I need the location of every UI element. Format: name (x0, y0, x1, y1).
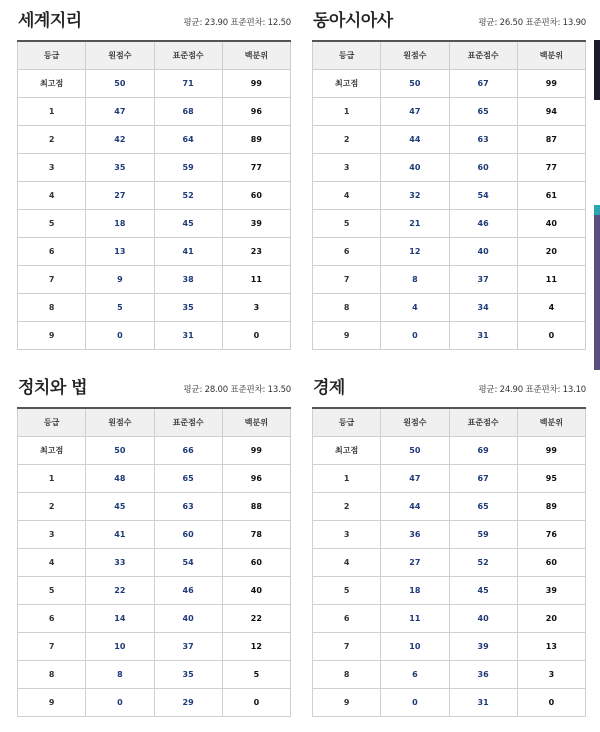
table-row (18, 69, 291, 97)
table-row (18, 97, 291, 125)
percentile-cell: 60 (222, 181, 290, 209)
panel-header (312, 373, 586, 399)
percentile-cell: 99 (222, 69, 290, 97)
table-row (313, 464, 586, 492)
column-header-percentile: 백분위 (517, 408, 585, 436)
table-row (18, 153, 291, 181)
grade-table (312, 407, 586, 717)
standard-score-cell: 46 (154, 576, 222, 604)
percentile-cell: 77 (222, 153, 290, 181)
table-row (313, 660, 586, 688)
percentile-cell: 0 (222, 321, 290, 349)
grade-table (17, 40, 291, 350)
column-header-standard-score: 표준점수 (154, 408, 222, 436)
right-edge-strip-accent (594, 205, 600, 215)
grade-cell: 최고점 (18, 436, 86, 464)
percentile-cell: 0 (517, 688, 585, 716)
table-row (18, 321, 291, 349)
panel-header (17, 373, 291, 399)
grade-cell: 6 (18, 604, 86, 632)
panel-title: 동아시아사 (313, 11, 393, 31)
raw-score-cell: 0 (381, 321, 449, 349)
grade-cell: 최고점 (18, 69, 86, 97)
raw-score-cell: 11 (381, 604, 449, 632)
percentile-cell: 20 (517, 604, 585, 632)
table-row (313, 69, 586, 97)
panel-politics-and-law (17, 373, 291, 717)
raw-score-cell: 36 (381, 520, 449, 548)
standard-score-cell: 40 (449, 237, 517, 265)
column-header-raw-score: 원점수 (381, 41, 449, 69)
percentile-cell: 99 (517, 69, 585, 97)
table-row (313, 237, 586, 265)
raw-score-cell: 27 (381, 548, 449, 576)
panel-stats: 평균: 28.00 표준편차: 13.50 (183, 385, 291, 395)
panel-title: 세계지리 (18, 11, 82, 31)
table-row (313, 181, 586, 209)
standard-score-cell: 38 (154, 265, 222, 293)
table-row (313, 153, 586, 181)
grade-cell: 6 (313, 237, 381, 265)
raw-score-cell: 18 (86, 209, 154, 237)
standard-score-cell: 45 (154, 209, 222, 237)
panel-stats: 평균: 23.90 표준편차: 12.50 (183, 18, 291, 28)
grade-cell: 5 (313, 576, 381, 604)
column-header-grade: 등급 (313, 408, 381, 436)
percentile-cell: 40 (222, 576, 290, 604)
table-row (313, 632, 586, 660)
standard-score-cell: 67 (449, 464, 517, 492)
table-header-row (313, 408, 586, 436)
percentile-cell: 78 (222, 520, 290, 548)
raw-score-cell: 41 (86, 520, 154, 548)
grade-table (312, 40, 586, 350)
percentile-cell: 96 (222, 97, 290, 125)
table-row (18, 464, 291, 492)
table-header-row (18, 408, 291, 436)
grade-cell: 1 (18, 97, 86, 125)
raw-score-cell: 40 (381, 153, 449, 181)
standard-score-cell: 39 (449, 632, 517, 660)
raw-score-cell: 32 (381, 181, 449, 209)
raw-score-cell: 0 (86, 688, 154, 716)
grade-cell: 2 (18, 125, 86, 153)
raw-score-cell: 22 (86, 576, 154, 604)
table-row (18, 576, 291, 604)
percentile-cell: 76 (517, 520, 585, 548)
standard-score-cell: 31 (449, 688, 517, 716)
right-edge-strip-lower (594, 215, 600, 370)
standard-score-cell: 63 (449, 125, 517, 153)
raw-score-cell: 5 (86, 293, 154, 321)
standard-score-cell: 65 (449, 492, 517, 520)
panel-world-geography (17, 6, 291, 350)
raw-score-cell: 4 (381, 293, 449, 321)
standard-score-cell: 37 (154, 632, 222, 660)
standard-score-cell: 54 (449, 181, 517, 209)
grade-cell: 5 (313, 209, 381, 237)
table-row (18, 265, 291, 293)
percentile-cell: 0 (517, 321, 585, 349)
raw-score-cell: 44 (381, 125, 449, 153)
grade-cell: 8 (18, 660, 86, 688)
percentile-cell: 60 (517, 548, 585, 576)
standard-score-cell: 65 (154, 464, 222, 492)
standard-score-cell: 40 (449, 604, 517, 632)
table-row (18, 125, 291, 153)
grade-cell: 4 (313, 548, 381, 576)
raw-score-cell: 50 (86, 436, 154, 464)
standard-score-cell: 59 (449, 520, 517, 548)
grade-cell: 최고점 (313, 436, 381, 464)
raw-score-cell: 47 (86, 97, 154, 125)
grade-cell: 9 (18, 321, 86, 349)
standard-score-cell: 52 (449, 548, 517, 576)
grade-cell: 9 (18, 688, 86, 716)
grade-cell: 7 (313, 265, 381, 293)
standard-score-cell: 65 (449, 97, 517, 125)
raw-score-cell: 50 (381, 69, 449, 97)
grade-cell: 8 (313, 293, 381, 321)
raw-score-cell: 0 (86, 321, 154, 349)
column-header-raw-score: 원점수 (86, 41, 154, 69)
grade-cell: 2 (313, 492, 381, 520)
raw-score-cell: 10 (381, 632, 449, 660)
percentile-cell: 77 (517, 153, 585, 181)
standard-score-cell: 67 (449, 69, 517, 97)
standard-score-cell: 29 (154, 688, 222, 716)
table-row (313, 520, 586, 548)
raw-score-cell: 44 (381, 492, 449, 520)
column-header-grade: 등급 (18, 41, 86, 69)
percentile-cell: 3 (222, 293, 290, 321)
grade-cell: 3 (18, 153, 86, 181)
standard-score-cell: 60 (449, 153, 517, 181)
column-header-standard-score: 표준점수 (449, 41, 517, 69)
table-row (18, 520, 291, 548)
percentile-cell: 95 (517, 464, 585, 492)
table-header-row (18, 41, 291, 69)
percentile-cell: 12 (222, 632, 290, 660)
percentile-cell: 13 (517, 632, 585, 660)
table-row (313, 293, 586, 321)
percentile-cell: 89 (222, 125, 290, 153)
raw-score-cell: 42 (86, 125, 154, 153)
column-header-raw-score: 원점수 (86, 408, 154, 436)
table-row (313, 604, 586, 632)
standard-score-cell: 46 (449, 209, 517, 237)
percentile-cell: 88 (222, 492, 290, 520)
grade-cell: 7 (313, 632, 381, 660)
grade-cell: 2 (313, 125, 381, 153)
standard-score-cell: 35 (154, 293, 222, 321)
standard-score-cell: 66 (154, 436, 222, 464)
grade-cell: 4 (313, 181, 381, 209)
panel-title: 경제 (313, 378, 345, 398)
column-header-grade: 등급 (18, 408, 86, 436)
table-row (18, 604, 291, 632)
raw-score-cell: 47 (381, 97, 449, 125)
grade-cell: 5 (18, 209, 86, 237)
percentile-cell: 99 (222, 436, 290, 464)
raw-score-cell: 14 (86, 604, 154, 632)
percentile-cell: 60 (222, 548, 290, 576)
percentile-cell: 40 (517, 209, 585, 237)
grade-cell: 3 (313, 153, 381, 181)
raw-score-cell: 33 (86, 548, 154, 576)
raw-score-cell: 45 (86, 492, 154, 520)
panel-stats: 평균: 24.90 표준편차: 13.10 (478, 385, 586, 395)
table-row (18, 293, 291, 321)
column-header-percentile: 백분위 (222, 41, 290, 69)
table-row (18, 181, 291, 209)
standard-score-cell: 68 (154, 97, 222, 125)
percentile-cell: 5 (222, 660, 290, 688)
grade-cell: 최고점 (313, 69, 381, 97)
percentile-cell: 89 (517, 492, 585, 520)
table-row (18, 632, 291, 660)
raw-score-cell: 27 (86, 181, 154, 209)
panel-header (312, 6, 586, 32)
column-header-standard-score: 표준점수 (449, 408, 517, 436)
raw-score-cell: 47 (381, 464, 449, 492)
raw-score-cell: 8 (86, 660, 154, 688)
raw-score-cell: 18 (381, 576, 449, 604)
grade-cell: 1 (313, 464, 381, 492)
percentile-cell: 61 (517, 181, 585, 209)
percentile-cell: 23 (222, 237, 290, 265)
panel-economics (312, 373, 586, 717)
raw-score-cell: 9 (86, 265, 154, 293)
panel-title: 정치와 법 (18, 378, 88, 398)
raw-score-cell: 21 (381, 209, 449, 237)
percentile-cell: 94 (517, 97, 585, 125)
table-row (313, 548, 586, 576)
grade-cell: 1 (18, 464, 86, 492)
percentile-cell: 39 (517, 576, 585, 604)
table-row (313, 688, 586, 716)
table-row (313, 125, 586, 153)
table-row (313, 321, 586, 349)
standard-score-cell: 54 (154, 548, 222, 576)
percentile-cell: 39 (222, 209, 290, 237)
column-header-percentile: 백분위 (517, 41, 585, 69)
grade-cell: 7 (18, 632, 86, 660)
grade-cell: 6 (313, 604, 381, 632)
raw-score-cell: 13 (86, 237, 154, 265)
table-row (313, 97, 586, 125)
table-row (18, 209, 291, 237)
grade-cell: 5 (18, 576, 86, 604)
table-row (313, 576, 586, 604)
percentile-cell: 96 (222, 464, 290, 492)
percentile-cell: 99 (517, 436, 585, 464)
raw-score-cell: 10 (86, 632, 154, 660)
raw-score-cell: 50 (86, 69, 154, 97)
table-row (18, 237, 291, 265)
standard-score-cell: 31 (449, 321, 517, 349)
standard-score-cell: 64 (154, 125, 222, 153)
standard-score-cell: 35 (154, 660, 222, 688)
standard-score-cell: 60 (154, 520, 222, 548)
raw-score-cell: 35 (86, 153, 154, 181)
raw-score-cell: 48 (86, 464, 154, 492)
standard-score-cell: 37 (449, 265, 517, 293)
grade-cell: 1 (313, 97, 381, 125)
grade-cell: 3 (18, 520, 86, 548)
table-row (313, 209, 586, 237)
standard-score-cell: 40 (154, 604, 222, 632)
table-row (18, 688, 291, 716)
percentile-cell: 87 (517, 125, 585, 153)
standard-score-cell: 63 (154, 492, 222, 520)
table-row (313, 492, 586, 520)
grade-cell: 4 (18, 548, 86, 576)
standard-score-cell: 71 (154, 69, 222, 97)
panel-header (17, 6, 291, 32)
standard-score-cell: 59 (154, 153, 222, 181)
grade-cell: 8 (313, 660, 381, 688)
standard-score-cell: 52 (154, 181, 222, 209)
column-header-standard-score: 표준점수 (154, 41, 222, 69)
raw-score-cell: 50 (381, 436, 449, 464)
percentile-cell: 22 (222, 604, 290, 632)
table-header-row (313, 41, 586, 69)
grade-cell: 3 (313, 520, 381, 548)
table-row (313, 436, 586, 464)
table-row (18, 492, 291, 520)
percentile-cell: 20 (517, 237, 585, 265)
percentile-cell: 11 (517, 265, 585, 293)
standard-score-cell: 41 (154, 237, 222, 265)
column-header-raw-score: 원점수 (381, 408, 449, 436)
panel-east-asian-history (312, 6, 586, 350)
raw-score-cell: 0 (381, 688, 449, 716)
raw-score-cell: 12 (381, 237, 449, 265)
table-row (18, 660, 291, 688)
right-edge-strip (594, 40, 600, 100)
grade-table (17, 407, 291, 717)
percentile-cell: 3 (517, 660, 585, 688)
column-header-grade: 등급 (313, 41, 381, 69)
table-row (18, 436, 291, 464)
grade-cell: 7 (18, 265, 86, 293)
raw-score-cell: 8 (381, 265, 449, 293)
standard-score-cell: 34 (449, 293, 517, 321)
raw-score-cell: 6 (381, 660, 449, 688)
table-row (313, 265, 586, 293)
grade-cell: 9 (313, 321, 381, 349)
table-row (18, 548, 291, 576)
percentile-cell: 4 (517, 293, 585, 321)
standard-score-cell: 45 (449, 576, 517, 604)
standard-score-cell: 69 (449, 436, 517, 464)
grade-cell: 2 (18, 492, 86, 520)
percentile-cell: 11 (222, 265, 290, 293)
standard-score-cell: 36 (449, 660, 517, 688)
grade-cell: 6 (18, 237, 86, 265)
percentile-cell: 0 (222, 688, 290, 716)
panel-stats: 평균: 26.50 표준편차: 13.90 (478, 18, 586, 28)
column-header-percentile: 백분위 (222, 408, 290, 436)
grade-cell: 4 (18, 181, 86, 209)
grade-cell: 8 (18, 293, 86, 321)
standard-score-cell: 31 (154, 321, 222, 349)
grade-cell: 9 (313, 688, 381, 716)
